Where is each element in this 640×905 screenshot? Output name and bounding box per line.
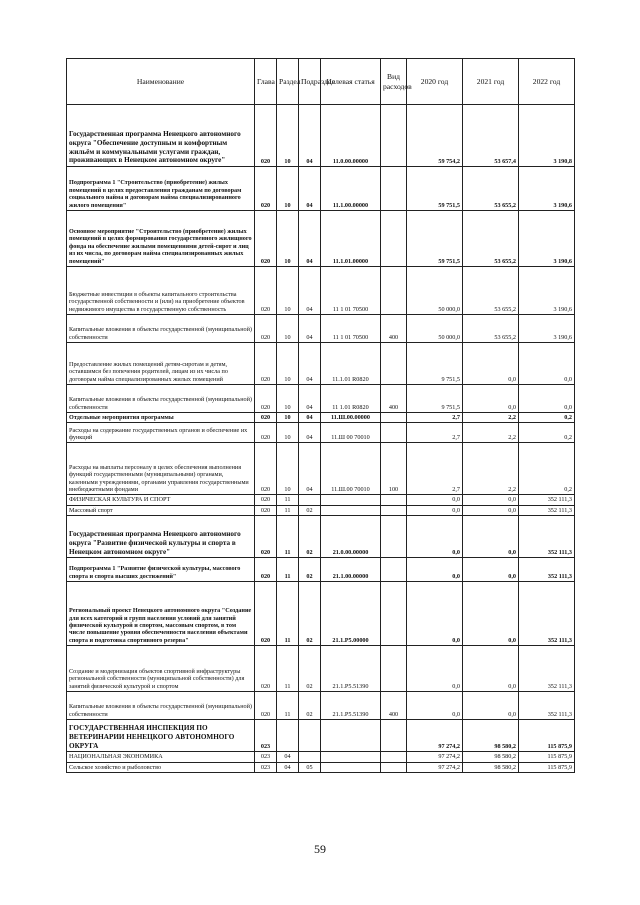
cell-2021: 0,0 bbox=[463, 343, 519, 385]
cell-name: Капитальные вложения в объекты государственной (муниципальной) собственности bbox=[67, 385, 255, 413]
cell-vid bbox=[381, 343, 407, 385]
cell-name: НАЦИОНАЛЬНАЯ ЭКОНОМИКА bbox=[67, 752, 255, 762]
cell-razdel: 11 bbox=[277, 558, 299, 582]
cell-2021: 2,2 bbox=[463, 443, 519, 495]
cell-podrazdel: 04 bbox=[299, 413, 321, 423]
cell-name: Подпрограмма 1 "Строительство (приобретение) жилых помещений в целях предоставления гражданам по договорам социального найма и договорам найма специализированного жилого помещения" bbox=[67, 167, 255, 211]
cell-glava: 020 bbox=[255, 516, 277, 558]
cell-glava: 020 bbox=[255, 692, 277, 720]
cell-2022: 352 111,3 bbox=[519, 558, 575, 582]
cell-name: Бюджетные инвестиции в объекты капитального строительства государственной собственности и (или) на приобретение объектов недвижимого имущества в государственную собственность bbox=[67, 267, 255, 315]
cell-name: Государственная программа Ненецкого автономного округа "Обеспечение доступным и комфортным жильём и коммунальными услугами граждан, проживающих в Ненецком автономном округе" bbox=[67, 105, 255, 167]
cell-2020: 97 274,2 bbox=[407, 762, 463, 772]
table-row bbox=[67, 315, 575, 343]
cell-vid: 400 bbox=[381, 692, 407, 720]
cell-2021: 53 655,2 bbox=[463, 267, 519, 315]
table-row bbox=[67, 692, 575, 720]
cell-2022: 352 111,3 bbox=[519, 646, 575, 692]
cell-2022: 352 111,3 bbox=[519, 692, 575, 720]
cell-glava: 020 bbox=[255, 413, 277, 423]
table-row bbox=[67, 167, 575, 211]
cell-2020: 97 274,2 bbox=[407, 752, 463, 762]
cell-razdel: 10 bbox=[277, 315, 299, 343]
cell-vid bbox=[381, 646, 407, 692]
cell-razdel: 10 bbox=[277, 385, 299, 413]
cell-2020: 9 751,5 bbox=[407, 385, 463, 413]
cell-glava: 020 bbox=[255, 167, 277, 211]
cell-2020: 0,0 bbox=[407, 582, 463, 646]
cell-2022: 115 875,9 bbox=[519, 762, 575, 772]
cell-name: Предоставление жилых помещений детям-сиротам и детям, оставшимся без попечения родителей, лицам из их числа по договорам найма специализированных жилых помещений bbox=[67, 343, 255, 385]
cell-glava: 020 bbox=[255, 558, 277, 582]
cell-2021: 98 580,2 bbox=[463, 752, 519, 762]
cell-glava: 023 bbox=[255, 762, 277, 772]
table-row bbox=[67, 646, 575, 692]
cell-2021: 53 657,4 bbox=[463, 105, 519, 167]
table-row bbox=[67, 582, 575, 646]
cell-vid: 400 bbox=[381, 315, 407, 343]
budget-table bbox=[66, 58, 575, 773]
table-row bbox=[67, 105, 575, 167]
cell-razdel: 10 bbox=[277, 211, 299, 267]
table-row bbox=[67, 385, 575, 413]
cell-name: Отдельные мероприятия программы bbox=[67, 413, 255, 423]
cell-2021: 53 655,2 bbox=[463, 167, 519, 211]
header-vid: Вид расходов bbox=[381, 59, 407, 105]
cell-stat: 21.1.00.00000 bbox=[321, 558, 381, 582]
cell-name: Капитальные вложения в объекты государственной (муниципальной) собственности bbox=[67, 315, 255, 343]
cell-podrazdel: 04 bbox=[299, 443, 321, 495]
table-row bbox=[67, 211, 575, 267]
cell-2021: 0,0 bbox=[463, 516, 519, 558]
cell-podrazdel: 02 bbox=[299, 582, 321, 646]
cell-2020: 59 754,2 bbox=[407, 105, 463, 167]
cell-2020: 2,7 bbox=[407, 443, 463, 495]
cell-2022: 3 190,6 bbox=[519, 267, 575, 315]
cell-vid bbox=[381, 267, 407, 315]
cell-vid bbox=[381, 720, 407, 752]
cell-2021: 53 655,2 bbox=[463, 211, 519, 267]
cell-podrazdel: 05 bbox=[299, 762, 321, 772]
cell-vid bbox=[381, 582, 407, 646]
cell-razdel: 10 bbox=[277, 343, 299, 385]
cell-2022: 352 111,3 bbox=[519, 505, 575, 515]
header-stat: Целевая статья bbox=[321, 59, 381, 105]
cell-2022: 0,2 bbox=[519, 423, 575, 443]
cell-vid bbox=[381, 762, 407, 772]
cell-podrazdel: 04 bbox=[299, 385, 321, 413]
cell-razdel: 11 bbox=[277, 516, 299, 558]
header-glava: Глава bbox=[255, 59, 277, 105]
cell-razdel: 10 bbox=[277, 413, 299, 423]
table-row bbox=[67, 752, 575, 762]
cell-glava: 020 bbox=[255, 267, 277, 315]
cell-name: Подпрограмма 1 "Развитие физической культуры, массового спорта и спорта высших достижений" bbox=[67, 558, 255, 582]
cell-2022: 352 111,3 bbox=[519, 495, 575, 505]
cell-glava: 020 bbox=[255, 343, 277, 385]
cell-stat: 11.0.00.00000 bbox=[321, 105, 381, 167]
cell-vid bbox=[381, 167, 407, 211]
cell-vid bbox=[381, 423, 407, 443]
cell-podrazdel bbox=[299, 720, 321, 752]
cell-podrazdel bbox=[299, 752, 321, 762]
cell-name: Капитальные вложения в объекты государственной (муниципальной) собственности bbox=[67, 692, 255, 720]
cell-vid bbox=[381, 505, 407, 515]
cell-2020: 0,0 bbox=[407, 505, 463, 515]
cell-name: Государственная программа Ненецкого автономного округа "Развитие физической культуры и спорта в Ненецком автономном округе" bbox=[67, 516, 255, 558]
cell-stat bbox=[321, 762, 381, 772]
cell-2020: 2,7 bbox=[407, 423, 463, 443]
cell-stat bbox=[321, 495, 381, 505]
cell-2021: 0,0 bbox=[463, 505, 519, 515]
cell-2021: 0,0 bbox=[463, 385, 519, 413]
cell-2022: 0,0 bbox=[519, 343, 575, 385]
cell-podrazdel: 04 bbox=[299, 343, 321, 385]
cell-glava: 020 bbox=[255, 495, 277, 505]
cell-glava: 020 bbox=[255, 105, 277, 167]
cell-stat: 11.1.01 R0820 bbox=[321, 343, 381, 385]
cell-razdel: 11 bbox=[277, 646, 299, 692]
cell-podrazdel: 02 bbox=[299, 505, 321, 515]
cell-name: ГОСУДАРСТВЕННАЯ ИНСПЕКЦИЯ ПО ВЕТЕРИНАРИИ НЕНЕЦКОГО АВТОНОМНОГО ОКРУГА bbox=[67, 720, 255, 752]
table-row bbox=[67, 720, 575, 752]
header-name: Наименование bbox=[67, 59, 255, 105]
cell-stat: 11.Ш.00.00000 bbox=[321, 413, 381, 423]
cell-2021: 98 580,2 bbox=[463, 720, 519, 752]
cell-glava: 020 bbox=[255, 385, 277, 413]
cell-glava: 020 bbox=[255, 582, 277, 646]
table-header-row bbox=[67, 59, 575, 105]
cell-podrazdel: 04 bbox=[299, 211, 321, 267]
cell-vid bbox=[381, 413, 407, 423]
cell-glava: 023 bbox=[255, 720, 277, 752]
cell-podrazdel: 04 bbox=[299, 267, 321, 315]
cell-2022: 115 875,9 bbox=[519, 752, 575, 762]
cell-2022: 3 190,8 bbox=[519, 105, 575, 167]
cell-glava: 020 bbox=[255, 505, 277, 515]
table-row bbox=[67, 423, 575, 443]
cell-2020: 2,7 bbox=[407, 413, 463, 423]
cell-vid bbox=[381, 495, 407, 505]
cell-razdel: 11 bbox=[277, 582, 299, 646]
cell-2020: 0,0 bbox=[407, 558, 463, 582]
cell-stat: 11.Ш 00 70010 bbox=[321, 423, 381, 443]
cell-razdel: 11 bbox=[277, 495, 299, 505]
table-row bbox=[67, 558, 575, 582]
cell-2020: 0,0 bbox=[407, 516, 463, 558]
cell-glava: 020 bbox=[255, 423, 277, 443]
cell-2020: 50 000,0 bbox=[407, 267, 463, 315]
cell-glava: 023 bbox=[255, 752, 277, 762]
cell-glava: 020 bbox=[255, 211, 277, 267]
cell-stat bbox=[321, 752, 381, 762]
cell-vid bbox=[381, 558, 407, 582]
cell-glava: 020 bbox=[255, 646, 277, 692]
cell-2021: 53 655,2 bbox=[463, 315, 519, 343]
cell-name: Создание и модернизация объектов спортивной инфраструктуры региональной собственности (муниципальной собственности) для занятий физической культурой и спортом bbox=[67, 646, 255, 692]
cell-2021: 0,0 bbox=[463, 692, 519, 720]
cell-vid: 100 bbox=[381, 443, 407, 495]
header-2021: 2021 год bbox=[463, 59, 519, 105]
cell-podrazdel: 02 bbox=[299, 558, 321, 582]
cell-name: Расходы на содержание государственных органов и обеспечение их функций bbox=[67, 423, 255, 443]
cell-vid bbox=[381, 105, 407, 167]
cell-stat: 11.1.01.00000 bbox=[321, 211, 381, 267]
table-row bbox=[67, 413, 575, 423]
cell-2021: 0,0 bbox=[463, 558, 519, 582]
cell-2022: 0,2 bbox=[519, 413, 575, 423]
cell-razdel bbox=[277, 720, 299, 752]
cell-stat: 11.Ш.00 70010 bbox=[321, 443, 381, 495]
table-row bbox=[67, 443, 575, 495]
cell-podrazdel: 04 bbox=[299, 167, 321, 211]
cell-name: Основное мероприятие "Строительство (приобретение) жилых помещений в целях формирования государственного жилищного фонда на обеспечение жилыми помещениями детей-сирот и лиц из их числа, по договорам найма специализированных жилых помещений" bbox=[67, 211, 255, 267]
cell-2020: 0,0 bbox=[407, 692, 463, 720]
cell-razdel: 10 bbox=[277, 423, 299, 443]
page-number: 59 bbox=[314, 842, 326, 856]
cell-2021: 98 580,2 bbox=[463, 762, 519, 772]
header-2022: 2022 год bbox=[519, 59, 575, 105]
cell-vid: 400 bbox=[381, 385, 407, 413]
cell-2021: 0,0 bbox=[463, 582, 519, 646]
cell-2021: 2,2 bbox=[463, 413, 519, 423]
cell-2020: 59 751,5 bbox=[407, 211, 463, 267]
cell-stat: 21.1.P5.00000 bbox=[321, 582, 381, 646]
cell-razdel: 10 bbox=[277, 443, 299, 495]
cell-2021: 0,0 bbox=[463, 646, 519, 692]
cell-name: Региональный проект Ненецкого автономного округа "Создание для всех категорий и групп населения условий для занятий физической культурой и спортом, массовым спортом, в том числе повышение уровня обеспеченности населения объектами спорта и подготовка спортивного резерва" bbox=[67, 582, 255, 646]
cell-stat: 11.1.00.00000 bbox=[321, 167, 381, 211]
cell-razdel: 10 bbox=[277, 105, 299, 167]
cell-razdel: 10 bbox=[277, 167, 299, 211]
cell-vid bbox=[381, 211, 407, 267]
cell-2022: 352 111,3 bbox=[519, 582, 575, 646]
table-row bbox=[67, 495, 575, 505]
cell-podrazdel: 02 bbox=[299, 516, 321, 558]
cell-podrazdel: 04 bbox=[299, 105, 321, 167]
table-row bbox=[67, 762, 575, 772]
cell-2022: 3 190,6 bbox=[519, 315, 575, 343]
header-2020: 2020 год bbox=[407, 59, 463, 105]
cell-vid bbox=[381, 752, 407, 762]
cell-2022: 0,2 bbox=[519, 443, 575, 495]
cell-stat: 11 1 01 70500 bbox=[321, 315, 381, 343]
cell-razdel: 11 bbox=[277, 505, 299, 515]
table-row bbox=[67, 267, 575, 315]
cell-2020: 97 274,2 bbox=[407, 720, 463, 752]
cell-razdel: 04 bbox=[277, 752, 299, 762]
table-body bbox=[67, 105, 575, 773]
cell-stat: 21.0.00.00000 bbox=[321, 516, 381, 558]
cell-2022: 0,0 bbox=[519, 385, 575, 413]
cell-stat: 21.1.P5.51390 bbox=[321, 646, 381, 692]
cell-podrazdel: 04 bbox=[299, 423, 321, 443]
cell-razdel: 04 bbox=[277, 762, 299, 772]
cell-glava: 020 bbox=[255, 443, 277, 495]
cell-2022: 3 190,6 bbox=[519, 167, 575, 211]
cell-2020: 59 751,5 bbox=[407, 167, 463, 211]
table-row bbox=[67, 343, 575, 385]
cell-2020: 9 751,5 bbox=[407, 343, 463, 385]
header-podrazdel: Подраздел bbox=[299, 59, 321, 105]
cell-podrazdel: 02 bbox=[299, 646, 321, 692]
cell-name: Сельское хозяйство и рыболовство bbox=[67, 762, 255, 772]
cell-podrazdel: 02 bbox=[299, 692, 321, 720]
header-razdel: Раздел bbox=[277, 59, 299, 105]
cell-stat bbox=[321, 720, 381, 752]
cell-2022: 352 111,3 bbox=[519, 516, 575, 558]
cell-2021: 0,0 bbox=[463, 495, 519, 505]
cell-name: Массовый спорт bbox=[67, 505, 255, 515]
cell-razdel: 11 bbox=[277, 692, 299, 720]
cell-2022: 115 875,9 bbox=[519, 720, 575, 752]
cell-glava: 020 bbox=[255, 315, 277, 343]
cell-stat: 11 1.01 R0820 bbox=[321, 385, 381, 413]
cell-razdel: 10 bbox=[277, 267, 299, 315]
table-row bbox=[67, 505, 575, 515]
cell-podrazdel: 04 bbox=[299, 315, 321, 343]
cell-stat: 21.1.P5.51390 bbox=[321, 692, 381, 720]
cell-2020: 0,0 bbox=[407, 646, 463, 692]
table-row bbox=[67, 516, 575, 558]
cell-stat bbox=[321, 505, 381, 515]
cell-vid bbox=[381, 516, 407, 558]
cell-2020: 0,0 bbox=[407, 495, 463, 505]
cell-stat: 11 1 01 70500 bbox=[321, 267, 381, 315]
cell-2020: 50 000,0 bbox=[407, 315, 463, 343]
cell-2021: 2,2 bbox=[463, 423, 519, 443]
cell-podrazdel bbox=[299, 495, 321, 505]
cell-name: Расходы на выплаты персоналу в целях обеспечения выполнения функций государственными (муниципальными) органами, казенными учреждениями, органами управления государственными внебюджетными фондами bbox=[67, 443, 255, 495]
cell-name: ФИЗИЧЕСКАЯ КУЛЬТУРА И СПОРТ bbox=[67, 495, 255, 505]
cell-2022: 3 190,6 bbox=[519, 211, 575, 267]
